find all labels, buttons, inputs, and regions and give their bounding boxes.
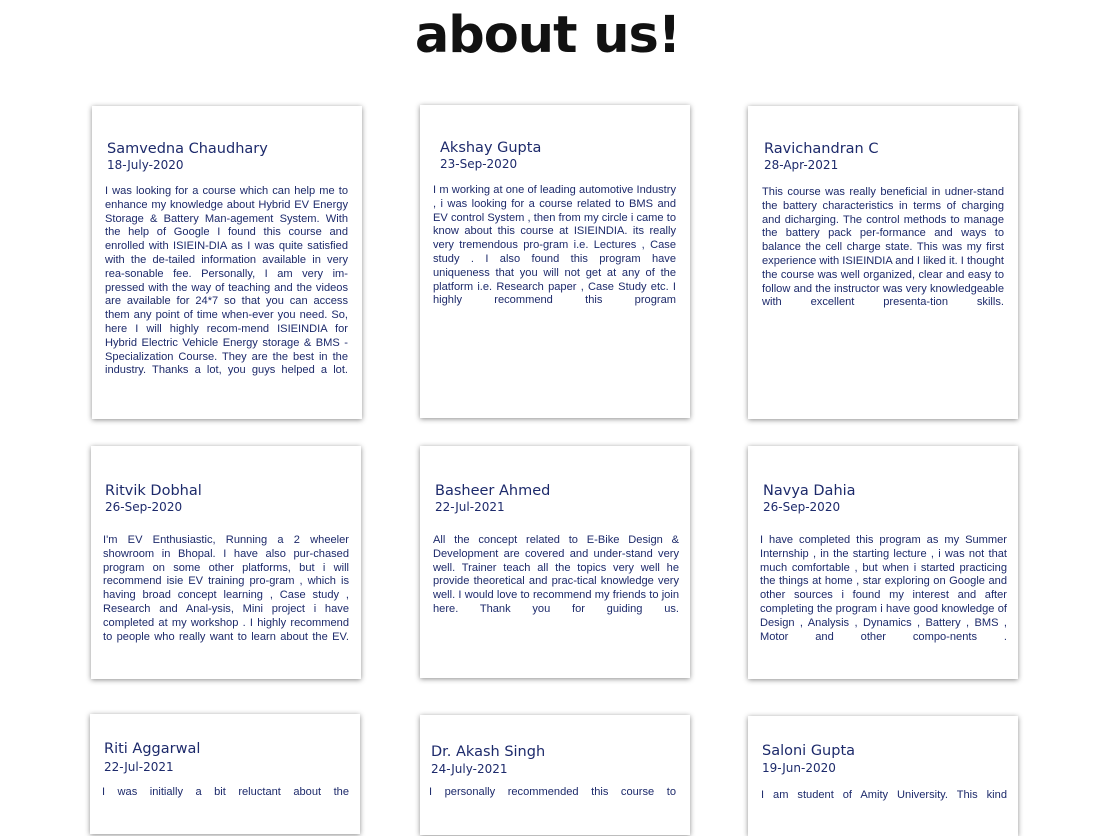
- testimonial-card: [748, 716, 1018, 836]
- review-date: 26-Sep-2020: [105, 500, 183, 514]
- reviewer-name: Basheer Ahmed: [435, 483, 551, 499]
- testimonial-card: [420, 446, 690, 678]
- testimonial-card: [91, 446, 361, 679]
- review-text: I have completed this program as my Summer Internship , in the starting lecture , i was not that much comfortable , but when i started practicing the things at home , star exploring on Google and other sources i found my interest and after completing the program i have good knowledge of Design , Analysis , Dynamics , Battery , BMS , Motor and other compo-nents .: [760, 534, 1007, 643]
- testimonial-card: [90, 714, 360, 834]
- review-text: I was looking for a course which can help me to enhance my knowledge about Hybrid EV Energy Storage & Battery Man-agement System. With the help of Google I found this course and enrolled with ISIEIN-DIA as I was quite satisfied with the de-tailed information available in very rea-sonable fee. Personally, I am very im-pressed with the way of teaching and the videos are available for 24*7 so that you can access them any point of time when-ever you need. So, here I will highly recom-mend ISIEINDIA for Hybrid Electric Vehicle Energy storage & BMS - Specialization Course. They are the best in the industry. Thanks a lot, you guys helped a lot.: [105, 185, 348, 377]
- review-text: I'm EV Enthusiastic, Running a 2 wheeler showroom in Bhopal. I have also pur-chased program on some other platforms, but i will recommend isie EV training pro-gram , which is having broad concept learning , Case study , Research and Anal-ysis, Mini project i have completed at my workshop . I highly recommend to people who really want to learn about the EV.: [103, 534, 349, 643]
- review-date: 22-Jul-2021: [435, 500, 505, 514]
- reviewer-name: Ravichandran C: [764, 141, 879, 157]
- review-text: All the concept related to E-Bike Design & Development are covered and under-stand very well. Trainer teach all the topics very well he provide theoretical and prac-tical knowledge very well. I would love to recommend my friends to join here. Thank you for guiding us.: [433, 534, 679, 615]
- review-date: 28-Apr-2021: [764, 158, 839, 172]
- review-text: I m working at one of leading automotive Industry , i was looking for a course related to BMS and EV control System , then from my circle i came to know about this course at ISIEINDIA. its really very tremendous pro-gram i.e. Lectures , Case study . I also found this program have uniqueness that you will not get at any of the platform i.e. Research paper , Case Study etc. I highly recommend this program: [433, 184, 676, 307]
- review-date: 24-July-2021: [431, 762, 508, 776]
- testimonial-card: [420, 105, 690, 418]
- review-text: I am student of Amity University. This kind: [761, 789, 1007, 801]
- review-date: 26-Sep-2020: [763, 500, 841, 514]
- review-date: 22-Jul-2021: [104, 760, 174, 774]
- review-text: I was initially a bit reluctant about the: [102, 786, 349, 798]
- review-date: 23-Sep-2020: [440, 157, 518, 171]
- review-date: 19-Jun-2020: [762, 761, 836, 775]
- page-title: about us!: [414, 6, 681, 65]
- review-text: I personally recommended this course to: [429, 786, 676, 798]
- reviewer-name: Akshay Gupta: [440, 140, 542, 156]
- testimonial-card: [748, 446, 1018, 679]
- review-date: 18-July-2020: [107, 158, 184, 172]
- testimonial-card: [748, 106, 1018, 419]
- review-text: This course was really beneficial in udner-stand the battery characteristics in terms of charging and dicharging. The control methods to manage the battery pack per-formance and ways to balance the cell charge state. This was my first experience with ISIEINDIA and I liked it. I thought the course was well organized, clear and easy to follow and the instructor was very knowledgeable with excellent presenta-tion skills.: [762, 186, 1004, 309]
- reviewer-name: Dr. Akash Singh: [431, 744, 546, 760]
- reviewer-name: Samvedna Chaudhary: [107, 141, 268, 157]
- reviewer-name: Ritvik Dobhal: [105, 483, 202, 499]
- reviewer-name: Navya Dahia: [763, 483, 856, 499]
- testimonial-card: [92, 106, 362, 419]
- testimonial-card: [420, 715, 690, 835]
- reviewer-name: Saloni Gupta: [762, 743, 856, 759]
- reviewer-name: Riti Aggarwal: [104, 741, 201, 757]
